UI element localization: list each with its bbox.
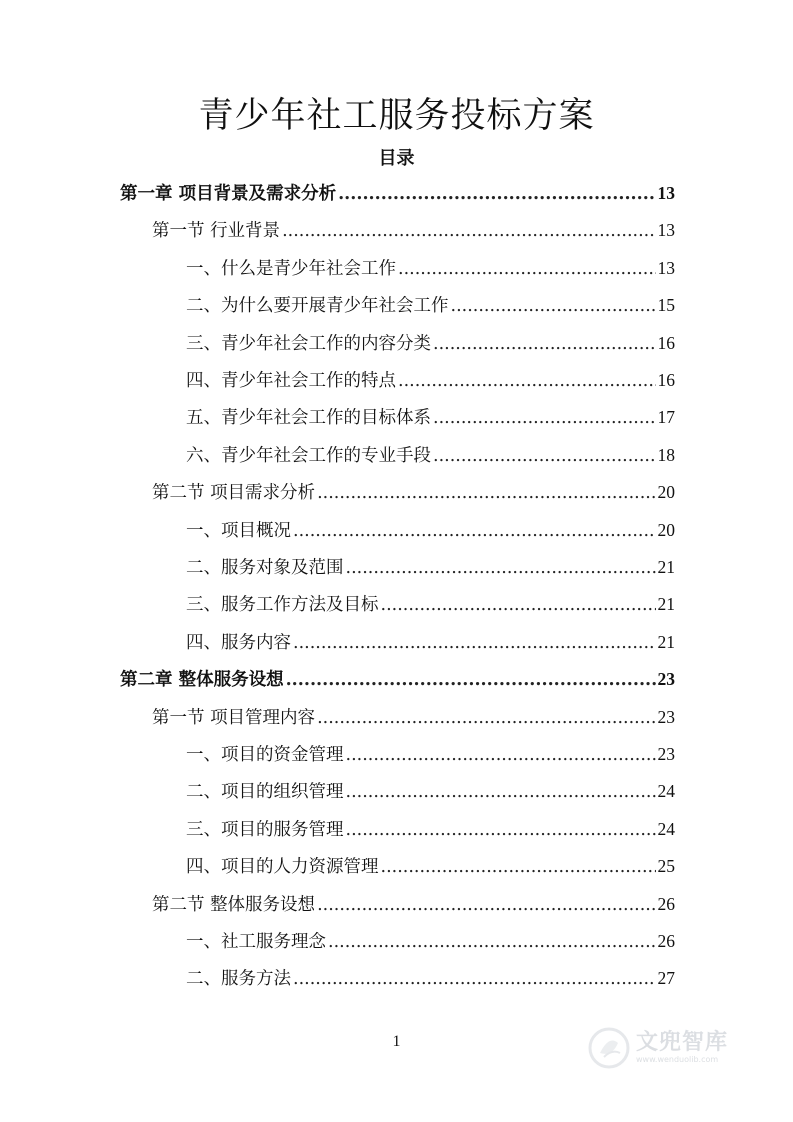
toc-dot-leader bbox=[293, 628, 656, 658]
watermark-url: www.wenduolib.com bbox=[636, 1055, 719, 1064]
toc-entry[interactable] bbox=[186, 515, 675, 545]
toc-entry-text: 第二节 整体服务设想 bbox=[152, 894, 316, 915]
toc-dot-leader bbox=[381, 852, 656, 882]
toc-entry-page: 21 bbox=[657, 631, 675, 652]
toc-dot-leader bbox=[338, 179, 655, 209]
toc-entry[interactable] bbox=[152, 889, 675, 919]
toc-entry[interactable] bbox=[120, 664, 675, 694]
toc-entry-text: 一、什么是青少年社会工作 bbox=[186, 258, 396, 279]
toc-dot-leader bbox=[317, 890, 655, 920]
watermark-logo-icon bbox=[588, 1027, 630, 1069]
toc-dot-leader bbox=[328, 927, 656, 957]
toc-entry-text: 六、青少年社会工作的专业手段 bbox=[186, 445, 431, 466]
toc-entry[interactable] bbox=[186, 739, 675, 769]
toc-entry[interactable] bbox=[120, 178, 675, 208]
toc-entry[interactable] bbox=[152, 702, 675, 732]
toc-entry-page: 13 bbox=[657, 257, 675, 278]
toc-entry-text: 二、为什么要开展青少年社会工作 bbox=[186, 296, 449, 317]
toc-entry[interactable] bbox=[186, 253, 675, 283]
toc-entry-text: 第一节 项目管理内容 bbox=[152, 707, 316, 728]
toc-entry-page: 26 bbox=[657, 931, 675, 951]
toc-dot-leader bbox=[346, 553, 656, 583]
toc-entry[interactable] bbox=[186, 328, 675, 358]
toc-entry-text: 第一节 行业背景 bbox=[152, 221, 281, 242]
toc-entry[interactable] bbox=[186, 627, 675, 657]
toc-dot-leader bbox=[346, 777, 656, 807]
toc-entry-text: 第二节 项目需求分析 bbox=[152, 483, 316, 504]
toc-dot-leader bbox=[282, 216, 655, 246]
toc-entry-page: 17 bbox=[657, 407, 675, 428]
toc-entry-page: 23 bbox=[657, 706, 675, 727]
toc-entry-text: 四、项目的人力资源管理 bbox=[186, 857, 379, 878]
toc-dot-leader bbox=[346, 740, 656, 770]
toc-entry-text: 一、项目概况 bbox=[186, 520, 291, 541]
toc-entry-text: 一、社工服务理念 bbox=[186, 932, 326, 952]
toc-dot-leader bbox=[381, 590, 656, 620]
toc-entry-page: 23 bbox=[657, 744, 675, 764]
toc-dot-leader bbox=[433, 441, 656, 471]
toc-entry-text: 四、青少年社会工作的特点 bbox=[186, 371, 396, 391]
toc-entry-page: 16 bbox=[657, 370, 675, 390]
toc-dot-leader bbox=[293, 964, 656, 994]
toc-entry-page: 21 bbox=[657, 594, 675, 615]
toc-entry[interactable] bbox=[186, 440, 675, 470]
toc-dot-leader bbox=[293, 516, 656, 546]
toc-entry-text: 二、服务方法 bbox=[186, 969, 291, 990]
toc-entry-page: 13 bbox=[657, 220, 675, 241]
toc-entry[interactable] bbox=[186, 926, 675, 956]
toc-dot-leader bbox=[286, 665, 656, 695]
toc-entry-page: 27 bbox=[657, 968, 675, 989]
toc-dot-leader bbox=[398, 366, 656, 396]
toc-entry-page: 21 bbox=[657, 557, 675, 577]
toc-dot-leader bbox=[317, 703, 655, 733]
toc-heading: 目录 bbox=[378, 148, 415, 169]
toc-dot-leader bbox=[433, 403, 656, 433]
toc-entry-page: 26 bbox=[657, 893, 675, 914]
toc-entry-page: 20 bbox=[657, 482, 675, 503]
toc-entry[interactable] bbox=[186, 365, 675, 395]
toc-entry-text: 一、项目的资金管理 bbox=[186, 745, 344, 765]
toc-entry-text: 四、服务内容 bbox=[186, 632, 291, 653]
toc-entry-page: 16 bbox=[657, 332, 675, 353]
toc-entry-page: 20 bbox=[657, 519, 675, 540]
toc-dot-leader bbox=[346, 815, 656, 845]
toc-entry-text: 第一章 项目背景及需求分析 bbox=[120, 184, 337, 204]
watermark bbox=[588, 1024, 758, 1072]
toc-entry-page: 25 bbox=[657, 856, 675, 877]
toc-dot-leader bbox=[451, 291, 656, 321]
toc-entry[interactable] bbox=[186, 402, 675, 432]
toc-entry-page: 18 bbox=[657, 444, 675, 465]
toc-entry-text: 三、青少年社会工作的内容分类 bbox=[186, 333, 431, 354]
toc-dot-leader bbox=[433, 329, 656, 359]
document-title: 青少年社工服务投标方案 bbox=[198, 96, 595, 136]
watermark-name: 文兜智库 bbox=[636, 1030, 729, 1055]
toc-entry-text: 二、服务对象及范围 bbox=[186, 558, 344, 578]
toc-entry[interactable] bbox=[186, 552, 675, 582]
toc-entry-page: 15 bbox=[657, 295, 675, 316]
toc-entry-page: 23 bbox=[657, 669, 675, 690]
toc-dot-leader bbox=[317, 478, 655, 508]
toc-entry-page: 24 bbox=[657, 781, 675, 802]
toc-entry-text: 三、项目的服务管理 bbox=[186, 819, 344, 840]
toc-entry[interactable] bbox=[152, 477, 675, 507]
toc-entry-text: 三、服务工作方法及目标 bbox=[186, 595, 379, 616]
toc-entry[interactable] bbox=[186, 814, 675, 844]
toc-entry[interactable] bbox=[186, 290, 675, 320]
toc-entry-text: 第二章 整体服务设想 bbox=[120, 670, 284, 691]
toc-entry[interactable] bbox=[186, 589, 675, 619]
page-number: 1 bbox=[392, 1033, 401, 1050]
toc-entry[interactable] bbox=[152, 215, 675, 245]
toc-entry-text: 五、青少年社会工作的目标体系 bbox=[186, 408, 431, 429]
toc-entry-page: 13 bbox=[657, 183, 675, 203]
toc-entry-page: 24 bbox=[657, 818, 675, 839]
toc-entry[interactable] bbox=[186, 963, 675, 993]
toc-dot-leader bbox=[398, 254, 656, 284]
toc-entry-text: 二、项目的组织管理 bbox=[186, 782, 344, 803]
toc-entry[interactable] bbox=[186, 851, 675, 881]
toc-entry[interactable] bbox=[186, 776, 675, 806]
